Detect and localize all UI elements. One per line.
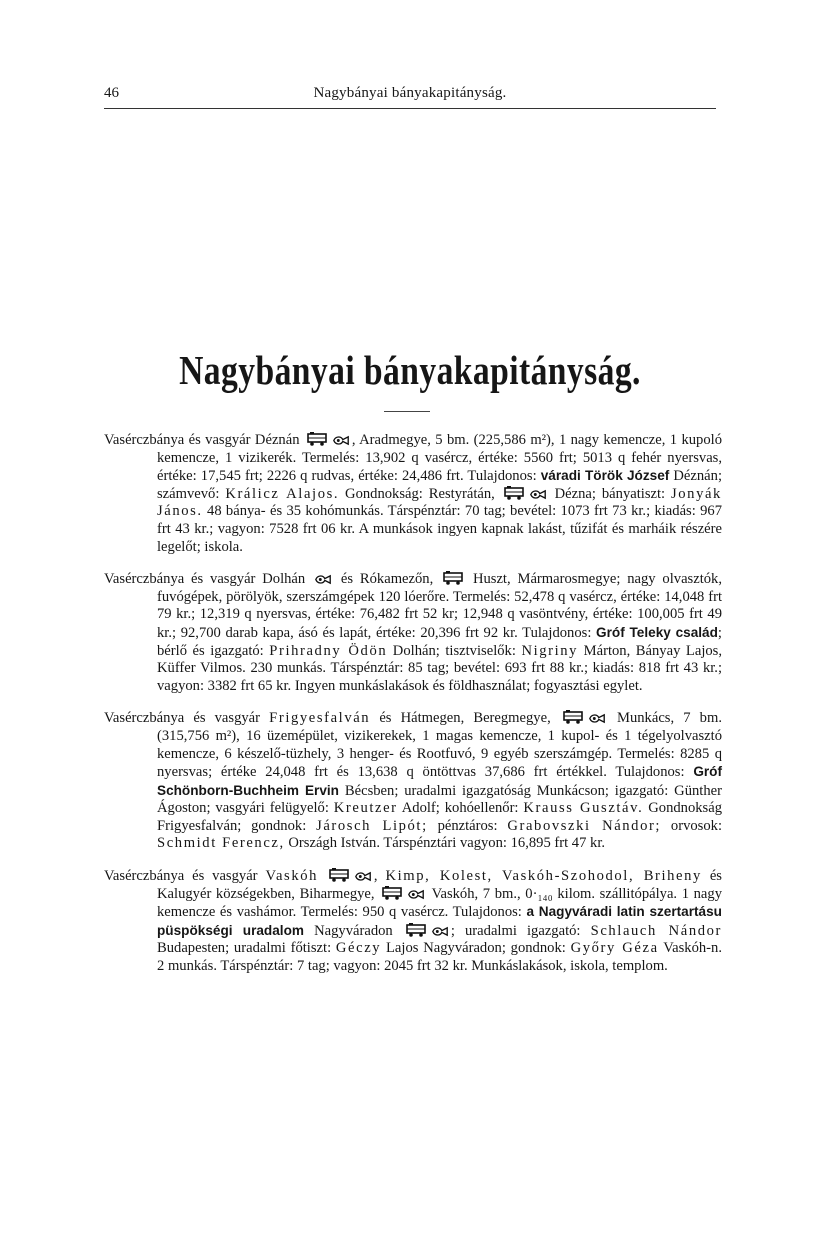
post-horn-icon (332, 435, 350, 446)
railway-station-icon (306, 432, 328, 446)
section-title: Nagybányai bányakapitányság. (179, 347, 641, 393)
railway-station-icon (503, 486, 525, 500)
post-horn-icon (407, 889, 425, 900)
railway-station-icon (381, 886, 403, 900)
entry-vaskoh: Vasérczbánya és vasgyár Vaskóh , Kimp, Kolest, Vaskóh-Szohodol, Briheny és Kalugyér községekben, Biharmegye, Vaskóh, 7 bm., 0·₁₄₀ kilom. szállitópálya. 1 nagy kemencze és vashámor. Termelés: 950 q vasércz. Tulajdonos: a Nagyváradi latin szertartásu püspökségi uradalom Nagyváradon ; uradalmi igazgató: Schlauch Nándor Budapesten; uradalmi főtiszt: Géczy Lajos Nagyváradon; gondnok: Győry Géza Vaskóh-n. 2 munkás. Társpénztár: 7 tag; vagyon: 2045 frt 32 kr. Munkáslakások, iskola, templom. (104, 868, 723, 975)
railway-station-icon (328, 868, 350, 882)
post-horn-icon (588, 713, 606, 724)
entry-dolha: Vasérczbánya és vasgyár Dolhán és Rókamezőn, Huszt, Mármarosmegye; nagy olvasztók, fuvógépek, pörölyök, szerszámgépek 120 lóerőre. Termelés: 52,478 q vasércz, értéke: 14,048 frt 79 kr.; 12,319 q nyersvas, értéke: 76,482 frt 52 kr; 12,948 q vasöntvény, értéke: 100,005 frt 49 kr.; 92,700 darab kapa, ásó és lapát, értéke: 20,396 frt 92 kr. Tulajdonos: Gróf Teleky család; bérlő és igazgató: Prihradny Ödön Dolhán; tisztviselők: Nigriny Márton, Bányay Lajos, Küffer Vilmos. 230 munkás. Társpénztár: 85 tag; bevétel: 693 frt 88 kr.; kiadás: 818 frt 43 kr.; vagyon: 3382 frt 65 kr. Ingyen munkáslakások és földhasználat; fogyasztási egylet. (104, 571, 723, 694)
railway-station-icon (405, 923, 427, 937)
railway-station-icon (562, 710, 584, 724)
entry-frigyesfalva: Vasérczbánya és vasgyár Frigyesfalván és Hátmegen, Beregmegye, Munkács, 7 bm. (315,756 m²), 16 üzemépület, vizikerekek, 1 magas kemencze, 1 kupol- és 1 tégelyolvasztó kemencze, 6 készelő-tüzhely, 3 henger- és Rootfuvó, 9 egyéb szerszámgép. Termelés: 8285 q nyersvas; értéke 24,048 frt és 13,638 q öntöttvas 37,686 frt értékkel. Tulajdonos: Gróf Schönborn-Buchheim Ervin Bécsben; uradalmi igazgatóság Munkácson; igazgató: Günther Ágoston; vasgyári felügyelő: Kreutzer Adolf; kohóellenőr: Krauss Gusztáv. Gondnokság Frigyesfalván; gondnok: Járosch Lipót; pénztáros: Grabovszki Nándor; orvosok: Schmidt Ferencz, Országh István. Társpénztári vagyon: 16,895 frt 47 kr. (104, 710, 723, 852)
running-title: Nagybányai bányakapitányság. (313, 85, 507, 101)
railway-station-icon (442, 571, 464, 585)
post-horn-icon (431, 926, 449, 937)
post-horn-icon (529, 489, 547, 500)
post-horn-icon (314, 574, 332, 585)
post-horn-icon (354, 871, 372, 882)
entries-list (104, 432, 722, 991)
entry-dezna: Vasérczbánya és vasgyár Déznán , Aradmegye, 5 bm. (225,586 m²), 1 nagy kemencze, 1 kupoló kemencze, 1 vizikerék. Termelés: 13,902 q vasércz, értéke: 5560 frt; 5013 q fehér nyersvas, értéke: 17,545 frt; 2226 q rudvas, értéke: 24,486 frt. Tulajdonos: váradi Török József Déznán; számvevő: Králicz Alajos. Gondnokság: Restyrátán, Dézna; bányatiszt: Jonyák János. 48 bánya- és 35 kohómunkás. Társpénztár: 70 tag; bevétel: 1073 frt 73 kr.; kiadás: 967 frt 43 kr.; vagyon: 7528 frt 06 kr. A munkások ingyen kapnak lakást, tűzifát és marháik részére legelőt; iskola. (104, 432, 722, 555)
page-number: 46 (104, 85, 119, 101)
header-rule (104, 108, 716, 109)
title-divider (384, 411, 430, 412)
